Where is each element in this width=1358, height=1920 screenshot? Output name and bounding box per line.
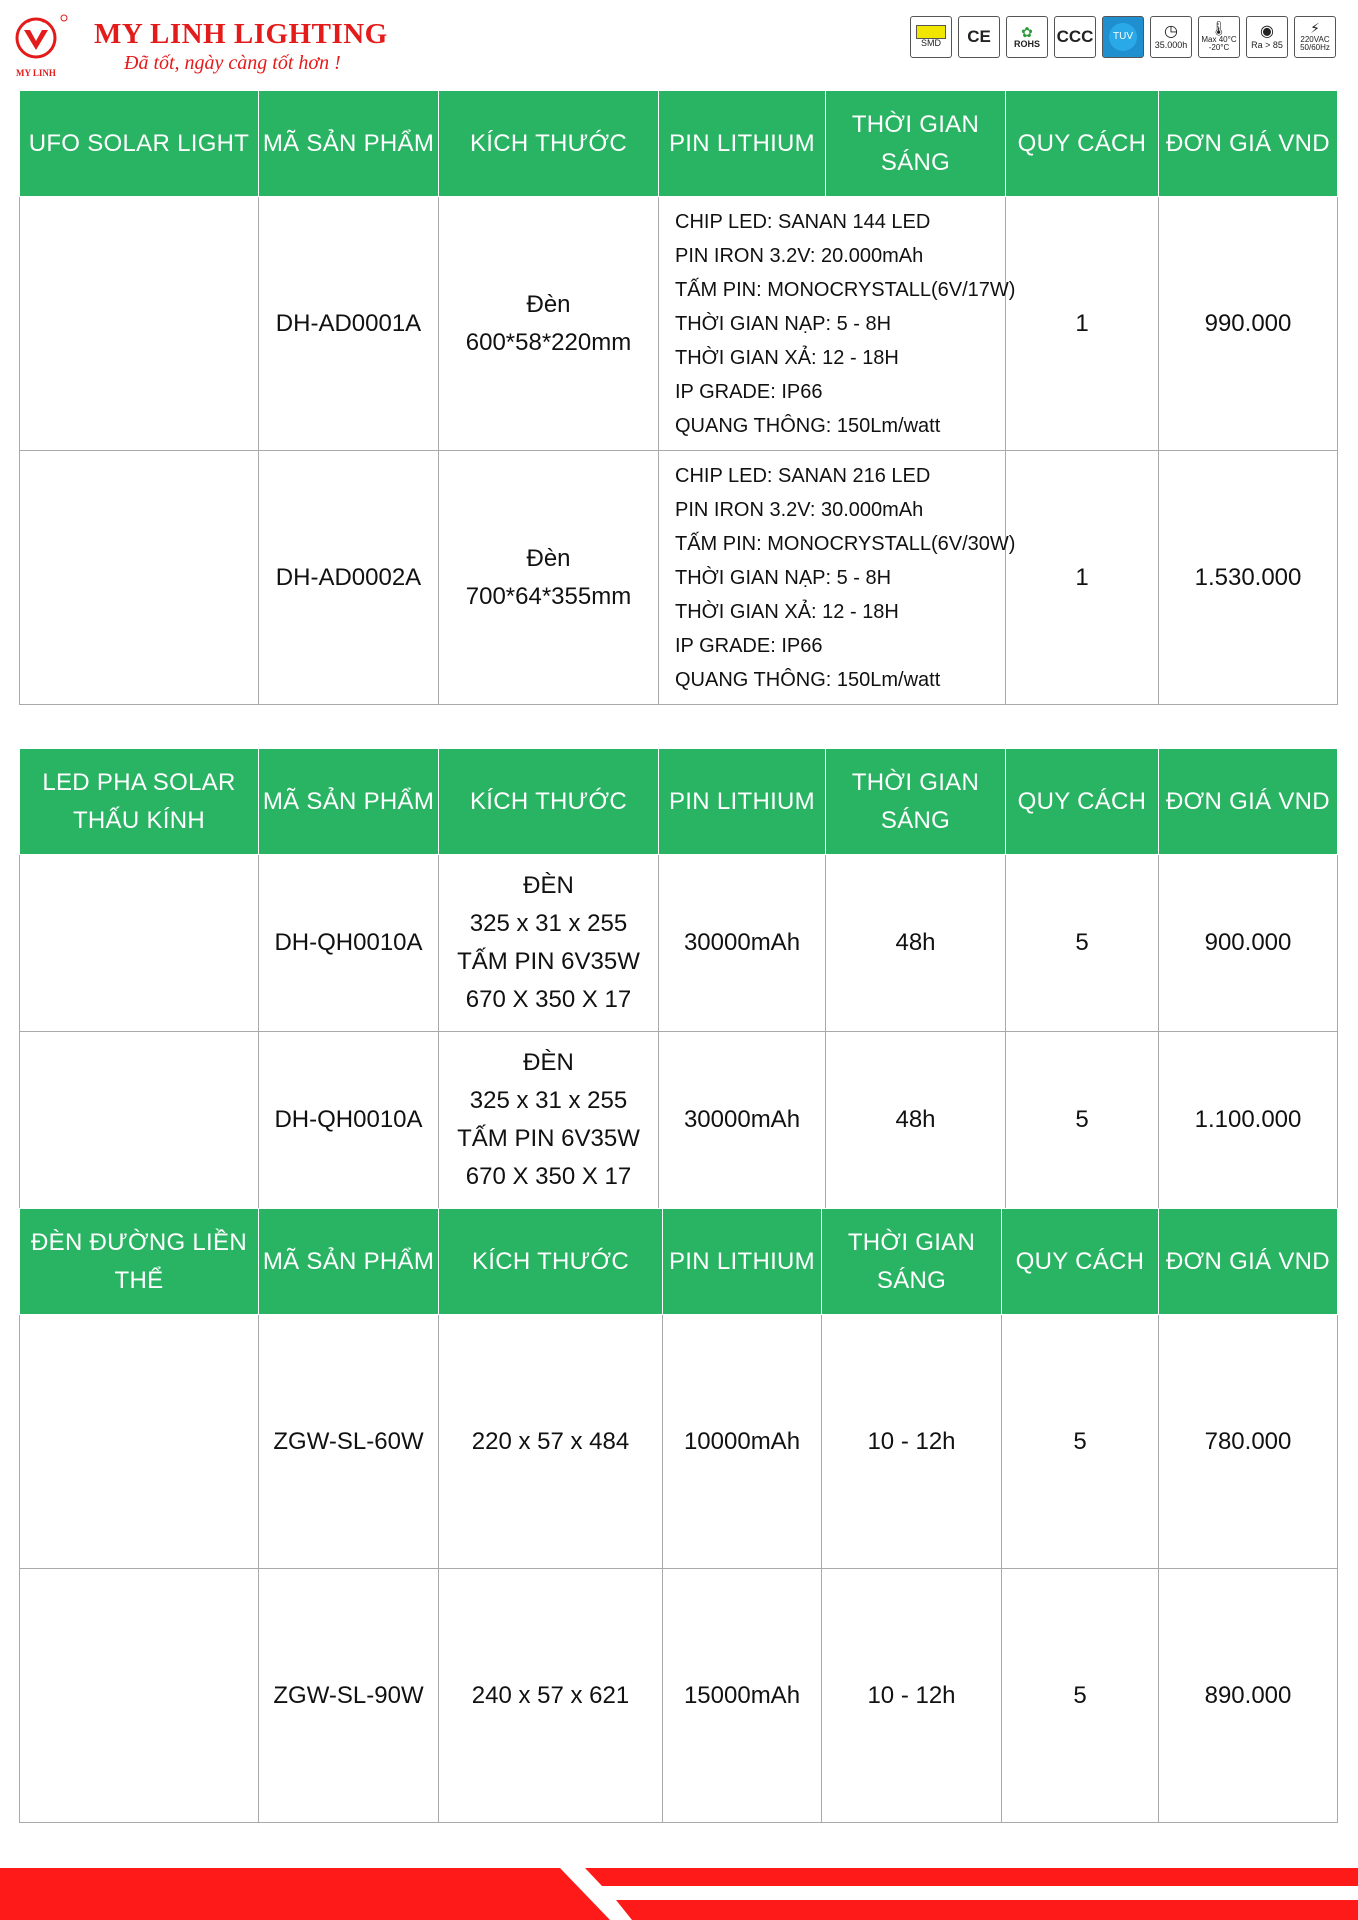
product-size: ĐÈN 325 x 31 x 255 TẤM PIN 6V35W 670 X 350 X 17 [439, 855, 659, 1032]
product-size: Đèn 600*58*220mm [439, 197, 659, 451]
rohs-icon: ✿ ROHS [1006, 16, 1048, 58]
col-header-battery: PIN LITHIUM [663, 1209, 822, 1315]
lifetime-icon: ◷ 35.000h [1150, 16, 1192, 58]
category-header: ĐÈN ĐƯỜNG LIỀN THỂ [20, 1209, 259, 1315]
ccc-icon: CCC [1054, 16, 1096, 58]
product-size: 240 x 57 x 621 [439, 1569, 663, 1823]
product-qty: 5 [1006, 1032, 1159, 1209]
brand-small-label: MY LINH [16, 68, 56, 78]
product-image [20, 1315, 259, 1569]
product-light-time: 10 - 12h [822, 1569, 1002, 1823]
product-code: DH-AD0002A [259, 451, 439, 705]
product-light-time: 48h [826, 1032, 1006, 1209]
col-header-code: MÃ SẢN PHẨM [259, 749, 439, 855]
col-header-code: MÃ SẢN PHẨM [259, 91, 439, 197]
product-qty: 5 [1002, 1315, 1159, 1569]
tuv-icon: TUV [1102, 16, 1144, 58]
col-header-size: KÍCH THƯỚC [439, 749, 659, 855]
street-light-table [19, 1208, 1338, 1823]
led-floodlight-table [19, 748, 1338, 1209]
product-size: Đèn 700*64*355mm [439, 451, 659, 705]
ufo-solar-table [19, 90, 1338, 705]
brand-logo [14, 10, 394, 76]
table-row [20, 451, 1338, 705]
logo-mark-icon [14, 14, 68, 74]
col-header-battery: PIN LITHIUM [659, 749, 826, 855]
brand-slogan: Đã tốt, ngày càng tốt hơn ! [124, 52, 341, 74]
product-code: DH-QH0010A [259, 855, 439, 1032]
table-header-row [20, 1209, 1338, 1315]
product-light-time: 48h [826, 855, 1006, 1032]
product-battery: 30000mAh [659, 855, 826, 1032]
product-price: 990.000 [1159, 197, 1338, 451]
product-battery: 15000mAh [663, 1569, 822, 1823]
product-qty: 1 [1006, 197, 1159, 451]
certification-icons [910, 16, 1336, 58]
col-header-qty: QUY CÁCH [1006, 749, 1159, 855]
product-image [20, 1032, 259, 1209]
table-header-row [20, 91, 1338, 197]
product-battery: 30000mAh [659, 1032, 826, 1209]
category-header: LED PHA SOLAR THẤU KÍNH [20, 749, 259, 855]
ce-icon: CE [958, 16, 1000, 58]
col-header-battery: PIN LITHIUM [659, 91, 826, 197]
col-header-price: ĐƠN GIÁ VND [1159, 749, 1338, 855]
product-qty: 5 [1002, 1569, 1159, 1823]
col-header-code: MÃ SẢN PHẨM [259, 1209, 439, 1315]
product-specs: CHIP LED: SANAN 216 LED PIN IRON 3.2V: 30.000mAh TẤM PIN: MONOCRYSTALL(6V/30W) THỜI GIAN NẠP: 5 - 8H THỜI GIAN XẢ: 12 - 18H IP GRADE: IP66 QUANG THÔNG: 150Lm/watt [659, 451, 1006, 705]
table-header-row [20, 749, 1338, 855]
table-row [20, 855, 1338, 1032]
product-image [20, 197, 259, 451]
product-size: 220 x 57 x 484 [439, 1315, 663, 1569]
col-header-size: KÍCH THƯỚC [439, 91, 659, 197]
product-battery: 10000mAh [663, 1315, 822, 1569]
col-header-size: KÍCH THƯỚC [439, 1209, 663, 1315]
product-qty: 1 [1006, 451, 1159, 705]
product-code: ZGW-SL-60W [259, 1315, 439, 1569]
product-code: DH-AD0001A [259, 197, 439, 451]
category-header: UFO SOLAR LIGHT [20, 91, 259, 197]
product-image [20, 855, 259, 1032]
brand-name: MY LINH LIGHTING [94, 18, 388, 50]
product-code: DH-QH0010A [259, 1032, 439, 1209]
col-header-qty: QUY CÁCH [1002, 1209, 1159, 1315]
product-price: 1.100.000 [1159, 1032, 1338, 1209]
smd-icon: SMD [910, 16, 952, 58]
product-price: 900.000 [1159, 855, 1338, 1032]
col-header-qty: QUY CÁCH [1006, 91, 1159, 197]
product-price: 1.530.000 [1159, 451, 1338, 705]
product-code: ZGW-SL-90W [259, 1569, 439, 1823]
product-size: ĐÈN 325 x 31 x 255 TẤM PIN 6V35W 670 X 350 X 17 [439, 1032, 659, 1209]
product-specs: CHIP LED: SANAN 144 LED PIN IRON 3.2V: 20.000mAh TẤM PIN: MONOCRYSTALL(6V/17W) THỜI GIAN NẠP: 5 - 8H THỜI GIAN XẢ: 12 - 18H IP GRADE: IP66 QUANG THÔNG: 150Lm/watt [659, 197, 1006, 451]
table-row [20, 1032, 1338, 1209]
col-header-time: THỜI GIAN SÁNG [826, 749, 1006, 855]
eye-icon: ◉ Ra > 85 [1246, 16, 1288, 58]
product-price: 890.000 [1159, 1569, 1338, 1823]
col-header-price: ĐƠN GIÁ VND [1159, 91, 1338, 197]
product-light-time: 10 - 12h [822, 1315, 1002, 1569]
col-header-time: THỜI GIAN SÁNG [826, 91, 1006, 197]
col-header-price: ĐƠN GIÁ VND [1159, 1209, 1338, 1315]
table-row [20, 1569, 1338, 1823]
product-image [20, 1569, 259, 1823]
product-qty: 5 [1006, 855, 1159, 1032]
product-image [20, 451, 259, 705]
table-row [20, 1315, 1338, 1569]
temperature-icon: 🌡 Max 40°C -20°C [1198, 16, 1240, 58]
table-row [20, 197, 1338, 451]
power-icon: ⚡ 220VAC 50/60Hz [1294, 16, 1336, 58]
product-price: 780.000 [1159, 1315, 1338, 1569]
footer-stripes [0, 1850, 1358, 1920]
col-header-time: THỜI GIAN SÁNG [822, 1209, 1002, 1315]
